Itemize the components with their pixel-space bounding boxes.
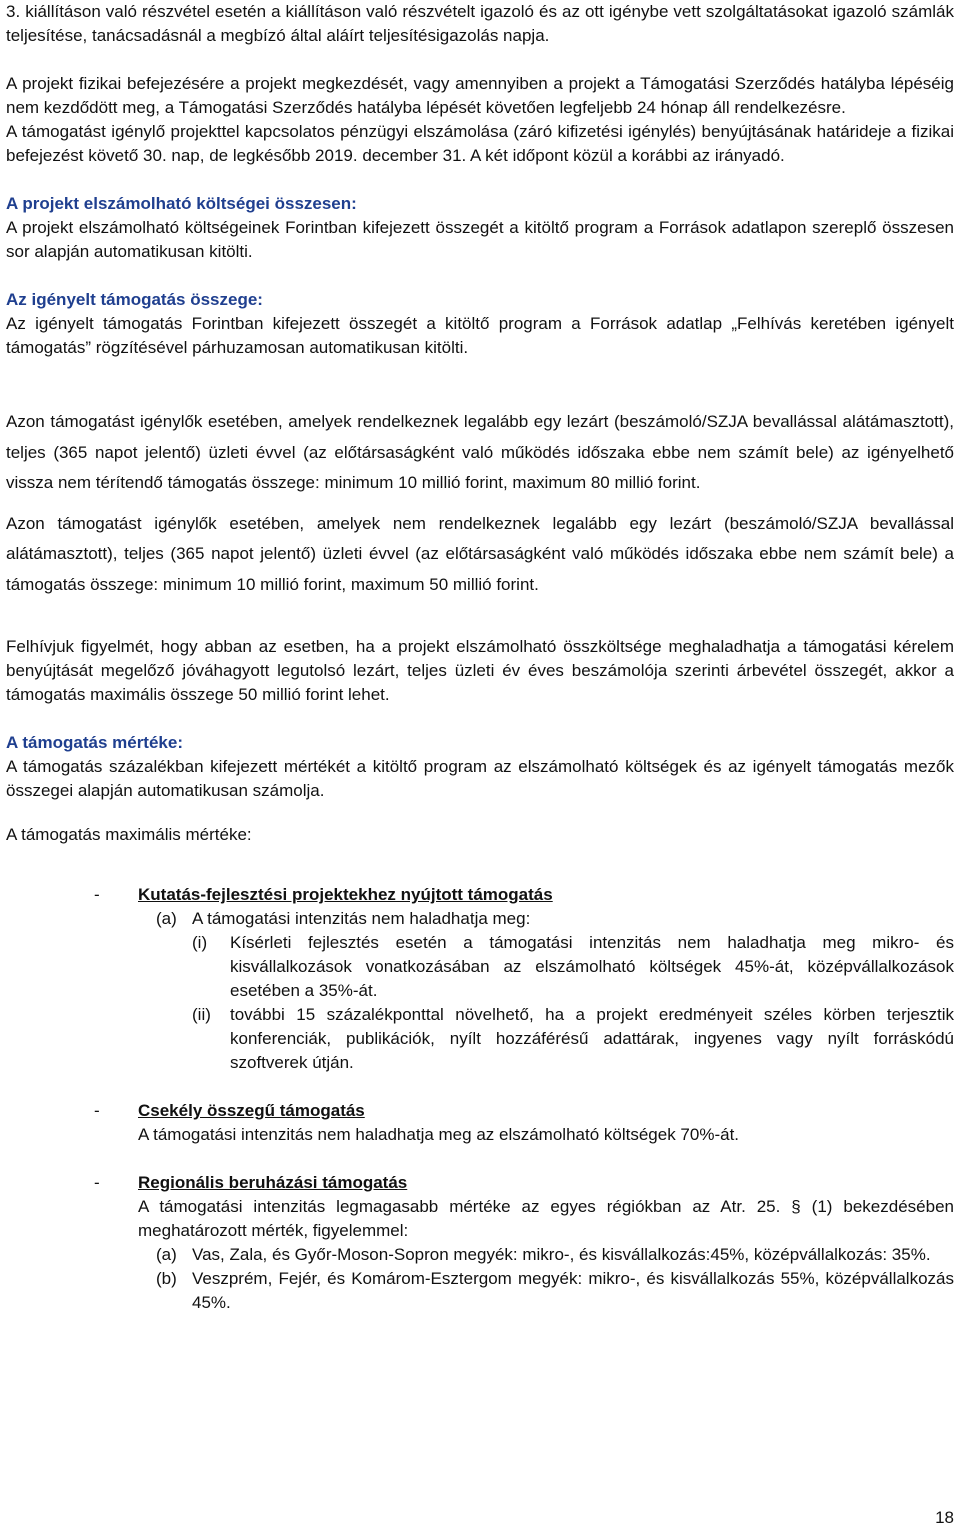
no-closed-year-paragraph: Azon támogatást igénylők esetében, amelyek nem rendelkeznek legalább egy lezárt (beszámoló/SZJA bevallással alátámasztott), teljes (365 napot jelentő) üzleti évvel (az előtársaságként való működés időszaka ebbe nem számít bele) a támogatás összege: minimum 10 millió forint, maximum 50 millió forint. [6, 513, 954, 594]
physical-completion-paragraph: A projekt fizikai befejezésére a projekt megkezdését, vagy amennyiben a projekt a Támogatási Szerződés hatályba lépéséig nem kezdődött meg, a Támogatási Szerződés hatályba lépését követően legfeljebb 24 hónap áll rendelkezésre. [6, 74, 954, 117]
attention-paragraph: Felhívjuk figyelmét, hogy abban az esetben, ha a projekt elszámolható összköltsége meghaladhatja a támogatási kérelem benyújtását megelőző jóváhagyott legutolsó lezárt, teljes üzleti év éves beszámolója szerinti árbevétel összegét, akkor a támogatás maximális összege 50 millió forint lehet. [6, 637, 954, 704]
rnd-ii [6, 1003, 954, 1075]
rnd-a-label: (a) [156, 909, 177, 928]
rnd-i [6, 931, 954, 1003]
rnd-ii-label: (ii) [192, 1005, 211, 1024]
regional-a-label: (a) [156, 1245, 177, 1264]
rnd-a-text: A támogatási intenzitás nem haladhatja meg: [192, 909, 531, 928]
list-item-regional [6, 1171, 954, 1243]
list-dash: - [94, 1101, 100, 1120]
costs-paragraph: A projekt elszámolható költségeinek Forintban kifejezett összegét a kitöltő program a Források adatlapon szereplő összesen sor alapján automatikusan kitölti. [6, 218, 954, 261]
regional-b-label: (b) [156, 1269, 177, 1288]
document-page [6, 0, 954, 1315]
amount-paragraph: Az igényelt támogatás Forintban kifejezett összegét a kitöltő program a Források adatlap „Felhívás keretében igényelt támogatás” rögzítésével párhuzamosan automatikusan kitölti. [6, 314, 954, 357]
rnd-title: Kutatás-fejlesztési projektekhez nyújtott támogatás [138, 885, 553, 904]
rnd-i-text: Kísérleti fejlesztés esetén a támogatási intenzitás nem haladhatja meg mikro- és kisvállalkozások vonatkozásában az elszámolható költségek 45%-át, középvállalkozások esetében a 35%-át. [230, 933, 954, 1000]
item-3-paragraph: 3. kiállításon való részvétel esetén a kiállításon való részvételt igazoló és az ott igénybe vett szolgáltatásokat igazoló számlák teljesítése, tanácsadásnál a megbízó által aláírt teljesítésigazolás napja. [6, 2, 954, 45]
rnd-i-label: (i) [192, 933, 208, 952]
regional-a [6, 1243, 954, 1267]
deminimis-title: Csekély összegű támogatás [138, 1101, 365, 1120]
deminimis-text: A támogatási intenzitás nem haladhatja meg az elszámolható költségek 70%-át. [138, 1125, 740, 1144]
settlement-paragraph: A támogatást igénylő projekttel kapcsolatos pénzügyi elszámolása (záró kifizetési igénylés) benyújtásának határideje a fizikai befejezést követő 30. nap, de legkésőbb 2019. december 31. A két időpont közül a korábbi az irányadó. [6, 122, 954, 165]
list-dash: - [94, 1173, 100, 1192]
regional-text: A támogatási intenzitás legmagasabb mértéke az egyes régiókban az Atr. 25. § (1) bekezdésében meghatározott mérték, figyelemmel: [138, 1197, 954, 1240]
list-item-rnd [6, 883, 954, 907]
rate-heading: A támogatás mértéke: [6, 733, 183, 752]
rnd-ii-text: további 15 százalékponttal növelhető, ha a projekt eredményeit széles körben terjesztik konferenciák, publikációk, nyílt hozzáférésű adattárak, ingyenes vagy nyílt forráskódú szoftverek útján. [230, 1005, 954, 1072]
regional-title: Regionális beruházási támogatás [138, 1173, 408, 1192]
rate-paragraph: A támogatás százalékban kifejezett mértékét a kitöltő program az elszámolható költségek és az igényelt támogatás mezők összegei alapján automatikusan számolja. [6, 757, 954, 800]
amount-heading: Az igényelt támogatás összege: [6, 290, 263, 309]
closed-year-paragraph: Azon támogatást igénylők esetében, amelyek rendelkeznek legalább egy lezárt (beszámoló/SZJA bevallással alátámasztott), teljes (365 napot jelentő) üzleti évvel (az előtársaságként való működés időszaka ebbe nem számít bele) az igényelhető vissza nem térítendő támogatás összege: minimum 10 millió forint, maximum 80 millió forint. [6, 412, 954, 492]
page-number: 18 [935, 1508, 954, 1527]
regional-b [6, 1267, 954, 1315]
list-dash: - [94, 885, 100, 904]
regional-a-text: Vas, Zala, és Győr-Moson-Sopron megyék: mikro-, és kisvállalkozás:45%, középvállalkozás: 35%. [192, 1245, 931, 1264]
list-item-deminimis [6, 1099, 954, 1147]
costs-heading: A projekt elszámolható költségei összesen: [6, 194, 357, 213]
rnd-a [6, 907, 954, 931]
regional-b-text: Veszprém, Fejér, és Komárom-Esztergom megyék: mikro-, és kisvállalkozás 55%, középvállalkozás 45%. [192, 1269, 954, 1312]
max-rate-label: A támogatás maximális mértéke: [6, 825, 252, 844]
